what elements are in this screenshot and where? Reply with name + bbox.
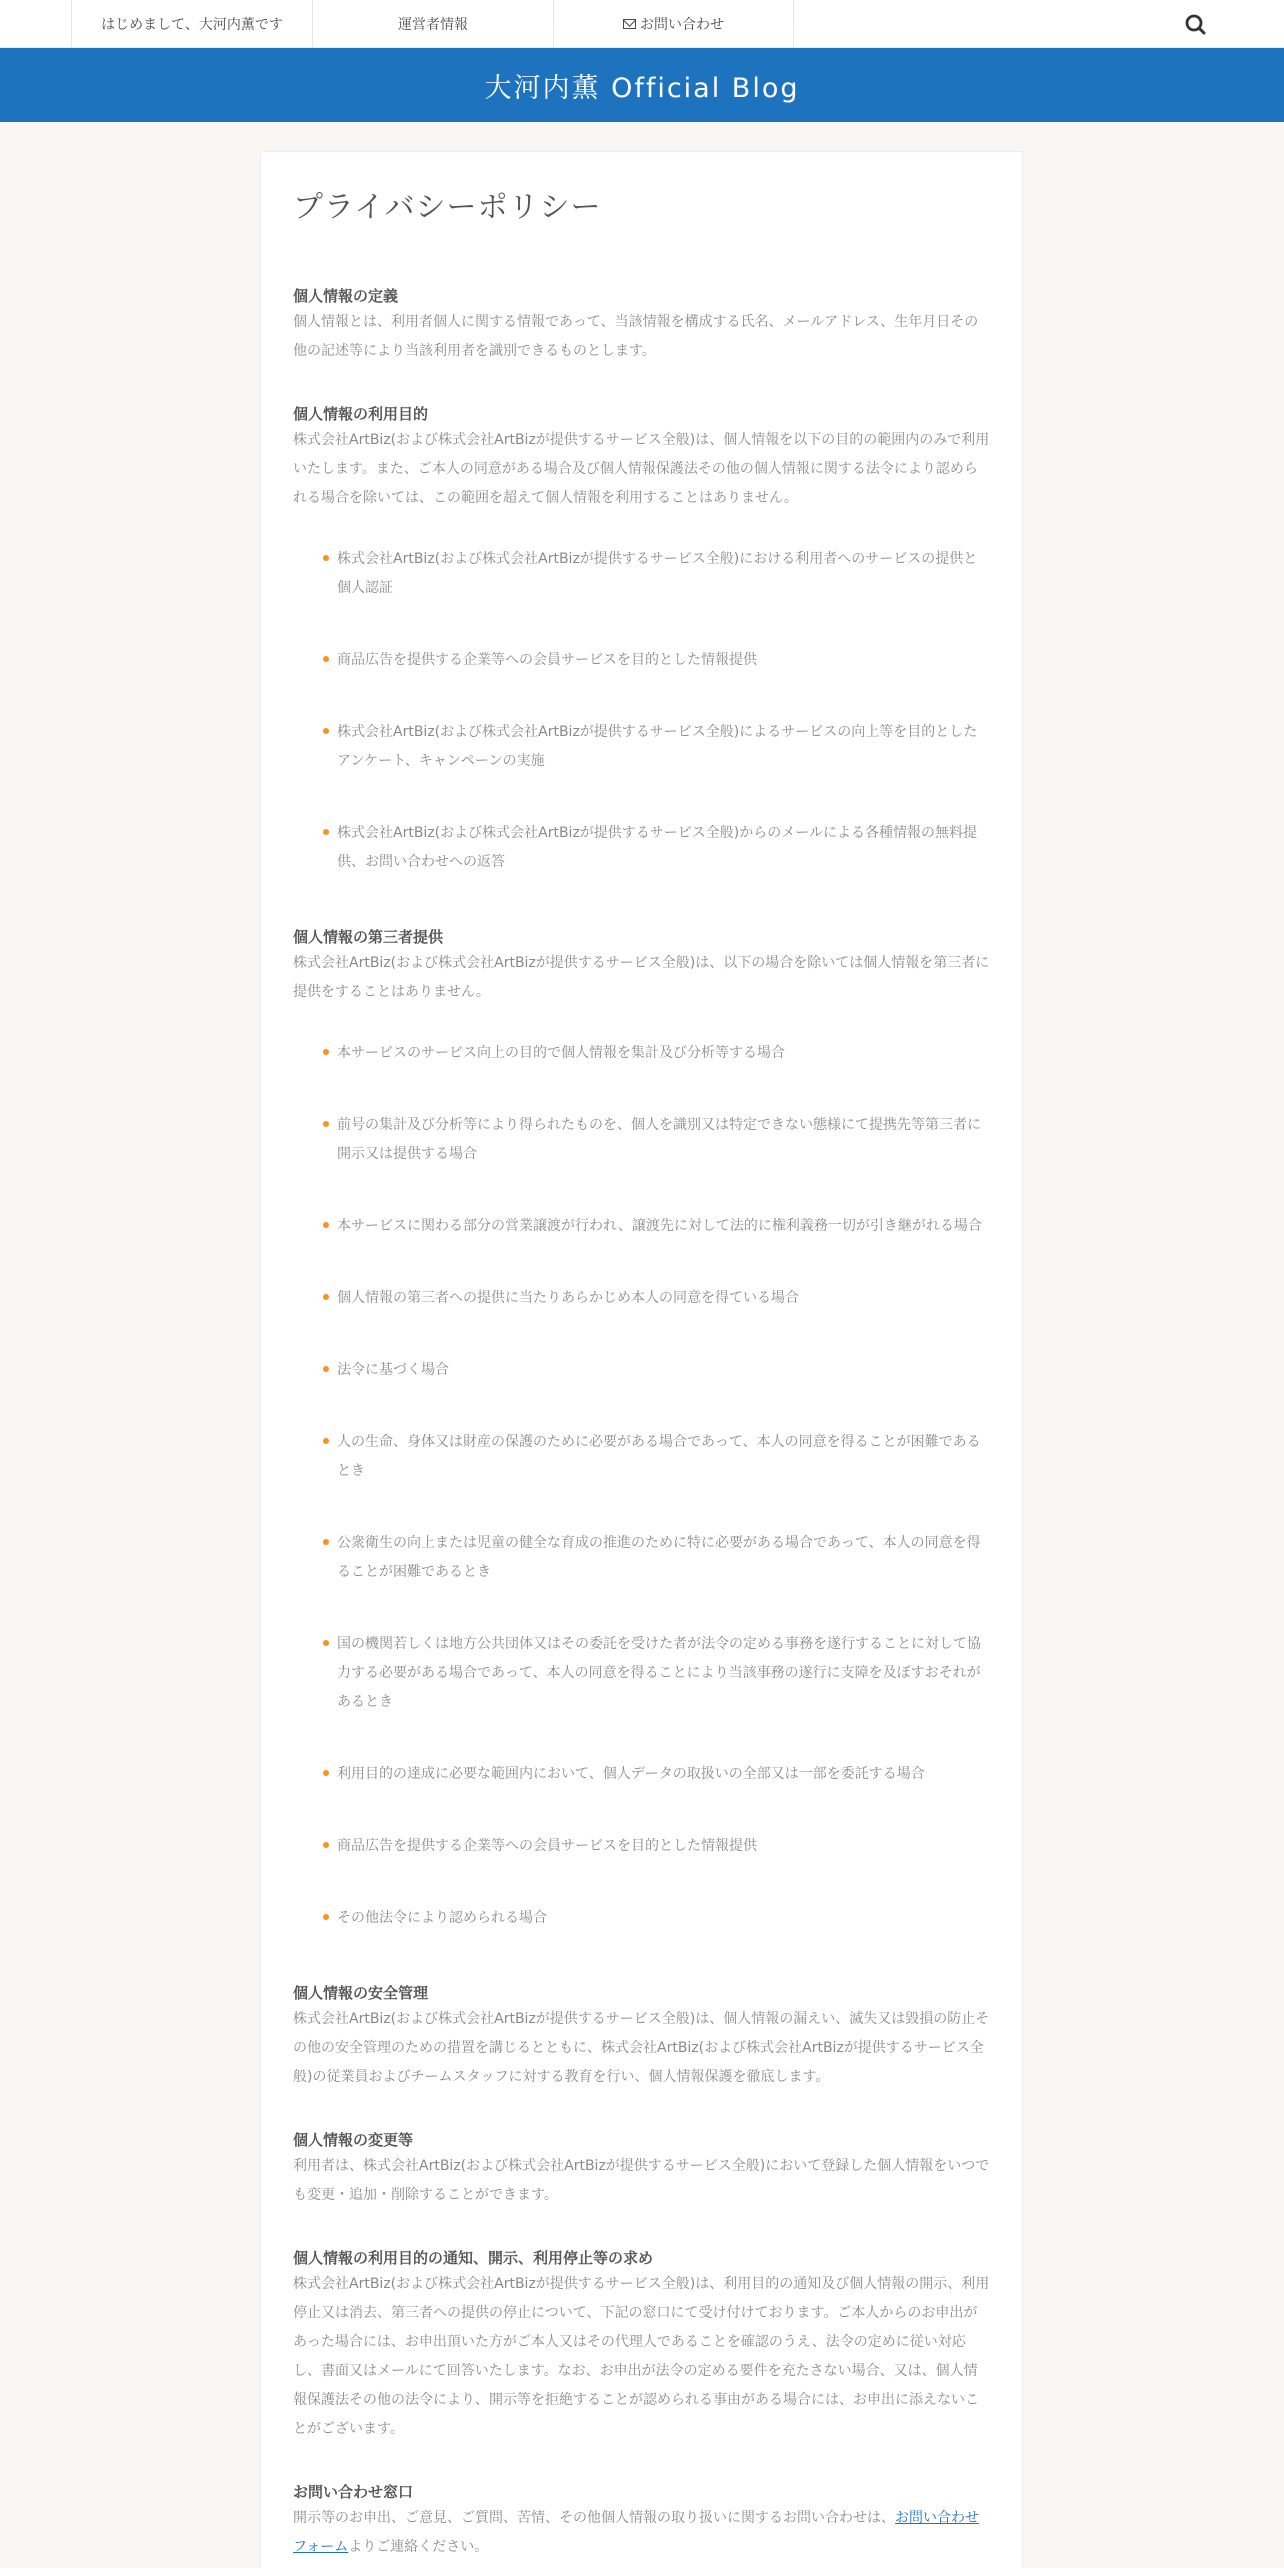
section-heading: 個人情報の利用目的 [293,405,429,423]
list-item: 人の生命、身体又は財産の保護のために必要がある場合であって、本人の同意を得ることが困難であるとき [323,1428,991,1486]
nav-item-operator[interactable] [312,0,553,48]
section-heading: お問い合わせ窓口 [293,2483,414,2501]
section-purpose [293,402,991,877]
list-item: 国の機関若しくは地方公共団体又はその委託を受けた者が法令の定める事務を遂行することに対して協力する必要がある場合であって、本人の同意を得ることにより当該事務の遂行に支障を及ぼすおそれがあるとき [323,1630,991,1717]
top-nav [0,0,1284,48]
section-heading: 個人情報の第三者提供 [293,928,444,946]
search-icon [1183,12,1209,38]
list-item: 法令に基づく場合 [323,1356,991,1385]
section-disclosure [293,2246,991,2444]
section-heading: 個人情報の安全管理 [293,1984,429,2002]
section-security [293,1981,991,2092]
section-body: 株式会社ArtBiz(および株式会社ArtBizが提供するサービス全般)は、以下の場合を除いては個人情報を第三者に提供をすることはありません。 [293,955,990,1000]
contact-form-link[interactable]: お問い合わせフォーム [293,2510,979,2555]
nav-item-contact[interactable] [553,0,794,48]
list-item: 個人情報の第三者への提供に当たりあらかじめ本人の同意を得ている場合 [323,1284,991,1313]
section-contact [293,2480,991,2562]
nav-item-label: お問い合わせ [640,17,724,33]
site-title[interactable]: 大河内薫 Official Blog [484,72,800,104]
list-item: 公衆衛生の向上または児童の健全な育成の推進のために特に必要がある場合であって、本人の同意を得ることが困難であるとき [323,1529,991,1587]
section-third-party [293,925,991,1933]
nav-item-label: はじめまして、大河内薫です [101,17,283,33]
section-definition [293,284,991,366]
list-item: その他法令により認められる場合 [323,1904,991,1933]
section-body: 個人情報とは、利用者個人に関する情報であって、当該情報を構成する氏名、メールアドレス、生年月日その他の記述等により当該利用者を識別できるものとします。 [293,314,979,359]
list-item: 本サービスに関わる部分の営業譲渡が行われ、譲渡先に対して法的に権利義務一切が引き継がれる場合 [323,1212,991,1241]
nav-menu [71,0,794,48]
nav-item-label: 運営者情報 [398,17,468,33]
contact-text-after: よりご連絡ください。 [348,2539,489,2555]
section-body: 株式会社ArtBiz(および株式会社ArtBizが提供するサービス全般)は、個人情報の漏えい、滅失又は毀損の防止その他の安全管理のための措置を講じるとともに、株式会社ArtBiz(および株式会社ArtBizが提供するサービス全般)の従業員およびチームスタッフに対する教育を行い、個人情報保護を徹底します。 [293,2011,990,2085]
list-item: 商品広告を提供する企業等への会員サービスを目的とした情報提供 [323,1832,991,1861]
section-body: 株式会社ArtBiz(および株式会社ArtBizが提供するサービス全般)は、利用目的の通知及び個人情報の開示、利用停止又は消去、第三者への提供の停止について、下記の窓口にて受け付けております。ご本人からのお申出があった場合には、お申出頂いた方がご本人又はその代理人であることを確認のうえ、法令の定めに従い対応し、書面又はメールにて回答いたします。なお、お申出が法令の定める要件を充たさない場合、又は、個人情報保護法その他の法令により、開示等を拒絶することが認められる事由がある場合には、お申出に添えないことがございます。 [293,2276,990,2437]
section-heading: 個人情報の利用目的の通知、開示、利用停止等の求め [293,2249,654,2267]
third-party-list [323,1039,991,1933]
page-title: プライバシーポリシー [293,190,602,225]
section-body: 利用者は、株式会社ArtBiz(および株式会社ArtBizが提供するサービス全般)において登録した個人情報をいつでも変更・追加・削除することができます。 [293,2158,990,2203]
list-item: 本サービスのサービス向上の目的で個人情報を集計及び分析等する場合 [323,1039,991,1068]
list-item: 商品広告を提供する企業等への会員サービスを目的とした情報提供 [323,646,991,675]
nav-item-about[interactable] [71,0,312,48]
list-item: 株式会社ArtBiz(および株式会社ArtBizが提供するサービス全般)によるサービスの向上等を目的としたアンケート、キャンペーンの実施 [323,718,991,776]
list-item: 株式会社ArtBiz(および株式会社ArtBizが提供するサービス全般)における利用者へのサービスの提供と個人認証 [323,545,991,603]
list-item: 前号の集計及び分析等により得られたものを、個人を識別又は特定できない態様にて提携先等第三者に開示又は提供する場合 [323,1111,991,1169]
section-heading: 個人情報の定義 [293,287,399,305]
contact-text-before: 開示等のお申出、ご意見、ご質問、苦情、その他個人情報の取り扱いに関するお問い合わせは、 [293,2510,895,2526]
mail-icon [623,19,636,29]
list-item: 利用目的の達成に必要な範囲内において、個人データの取扱いの全部又は一部を委託する場合 [323,1760,991,1789]
section-changes [293,2128,991,2210]
article-card [260,151,1023,2568]
search-button[interactable] [1183,12,1209,38]
purpose-list [323,545,991,877]
section-heading: 個人情報の変更等 [293,2131,414,2149]
section-body: 株式会社ArtBiz(および株式会社ArtBizが提供するサービス全般)は、個人情報を以下の目的の範囲内のみで利用いたします。また、ご本人の同意がある場合及び個人情報保護法その他の個人情報に関する法令により認められる場合を除いては、この範囲を超えて個人情報を利用することはありません。 [293,432,990,506]
section-body [293,2504,991,2562]
site-header [0,48,1284,122]
list-item: 株式会社ArtBiz(および株式会社ArtBizが提供するサービス全般)からのメールによる各種情報の無料提供、お問い合わせへの返答 [323,819,991,877]
article-content [293,182,991,2568]
